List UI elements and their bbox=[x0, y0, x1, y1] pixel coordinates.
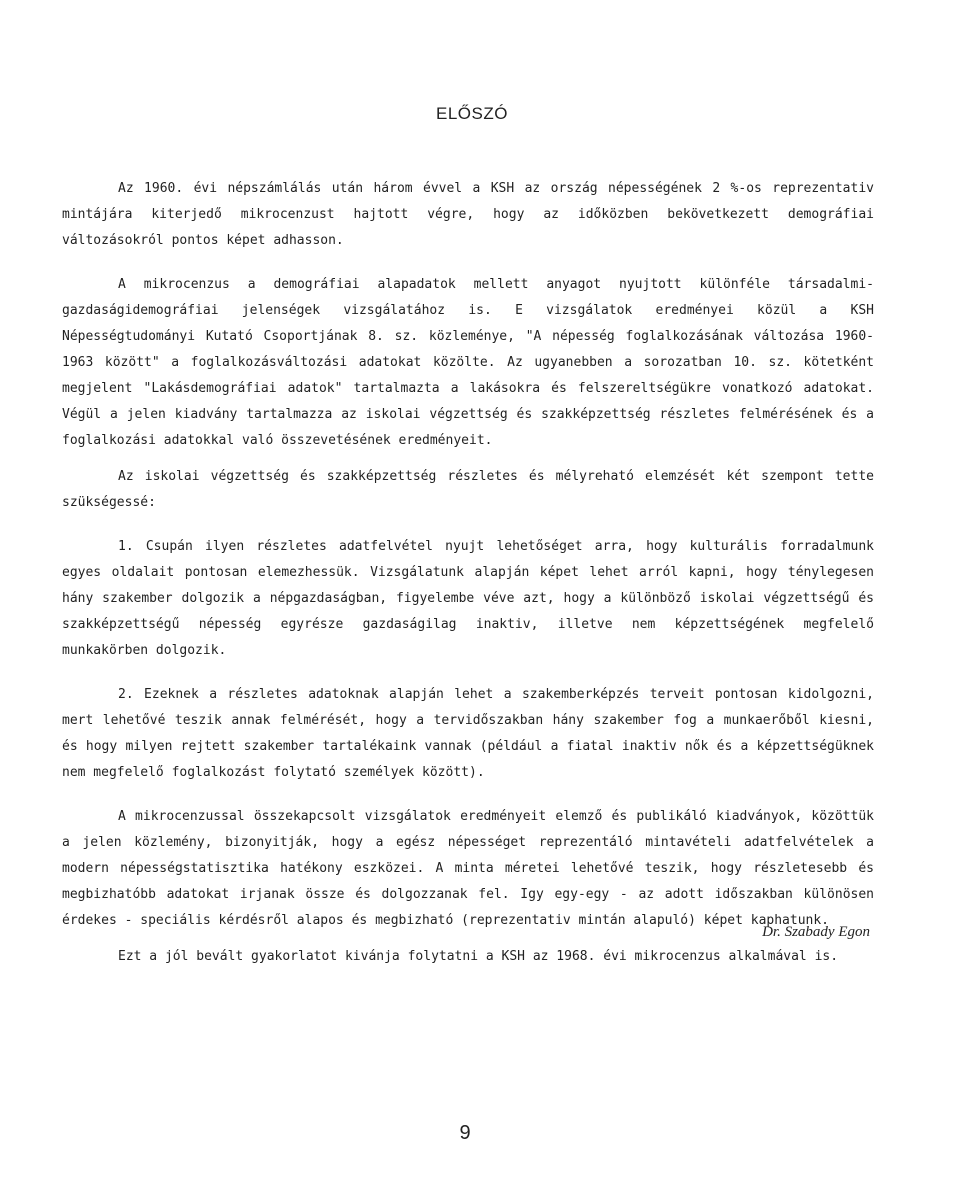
paragraph-szempontok: Az iskolai végzettség és szakképzettség részletes és mélyreható elemzését két szempont tette szükségessé: bbox=[62, 469, 874, 510]
paragraph-mikrocenzus: A mikrocenzus a demográfiai alapadatok mellett anyagot nyujtott különféle társadalmi-gazdaságidemográfiai jelenségek vizsgálatához is. E vizsgálatok eredményei közül a KSH Népességtudományi Kutató Csoportjának 8. sz. közleménye, "A népesség foglalkozásának változása 1960-1963 között" a foglalkozásváltozási adatokat közölte. Az ugyanebben a sorozatban 10. sz. kötetként megjelent "Lakásdemográfiai adatok" tartalmazta a lakásokra és felszereltségükre vonatkozó adatokat. Végül a jelen kiadvány tartalmazza az iskolai végzettség és szakképzettség részletes felmérésének és a foglalkozási adatokkal való összevetésének eredményeit. bbox=[62, 277, 874, 448]
paragraph-intro: Az 1960. évi népszámlálás után három évvel a KSH az ország népességének 2 %-os reprezentativ mintájára kiterjedő mikrocenzust hajtott végre, hogy az időközben bekövetkezett demográfiai változásokról pontos képet adhasson. bbox=[62, 181, 874, 248]
paragraph-closing: Ezt a jól bevált gyakorlatot kivánja folytatni a KSH az 1968. évi mikrocenzus alkalmával is. bbox=[118, 949, 839, 964]
paragraph-kiadvanyok: A mikrocenzussal összekapcsolt vizsgálatok eredményeit elemző és publikáló kiadványok, közöttük a jelen közlemény, bizonyitják, hogy a egész népességet reprezentáló mintavételi adatfelvételek a modern népességstatisztika hatékony eszközei. A minta méretei lehetővé teszik, hogy részletesebb és megbizhatóbb adatokat irjanak össze és dolgozzanak fel. Igy egy-egy - az adott időszakban különösen érdekes - speciális kérdésről alapos és megbizható (reprezentativ mintán alapuló) képet kaphatunk. bbox=[62, 809, 874, 928]
body-text bbox=[62, 176, 874, 970]
signature: Dr. Szabady Egon bbox=[762, 924, 870, 940]
paragraph-point-2: 2. Ezeknek a részletes adatoknak alapján lehet a szakemberképzés terveit pontosan kidolgozni, mert lehetővé teszik annak felmérését, hogy a tervidőszakban hány szakember fog a munkaerőből kiesni, és hogy milyen rejtett szakember tartalékaink vannak (például a fiatal inaktiv nők és a képzettségüknek nem megfelelő foglalkozást folytató személyek között). bbox=[62, 687, 874, 780]
paragraph-point-1: 1. Csupán ilyen részletes adatfelvétel nyujt lehetőséget arra, hogy kulturális forradalmunk egyes oldalait pontosan elemezhessük. Vizsgálatunk alapján képet lehet arról kapni, hogy ténylegesen hány szakember dolgozik a népgazdaságban, figyelembe véve azt, hogy a különböző iskolai végzettségű és szakképzettségű népesség egyrésze gazdaságilag inaktiv, illetve nem képzettségének megfelelő munkakörben dolgozik. bbox=[62, 539, 874, 658]
page-title: ELŐSZÓ bbox=[436, 104, 508, 123]
page-number: 9 bbox=[459, 1122, 471, 1144]
